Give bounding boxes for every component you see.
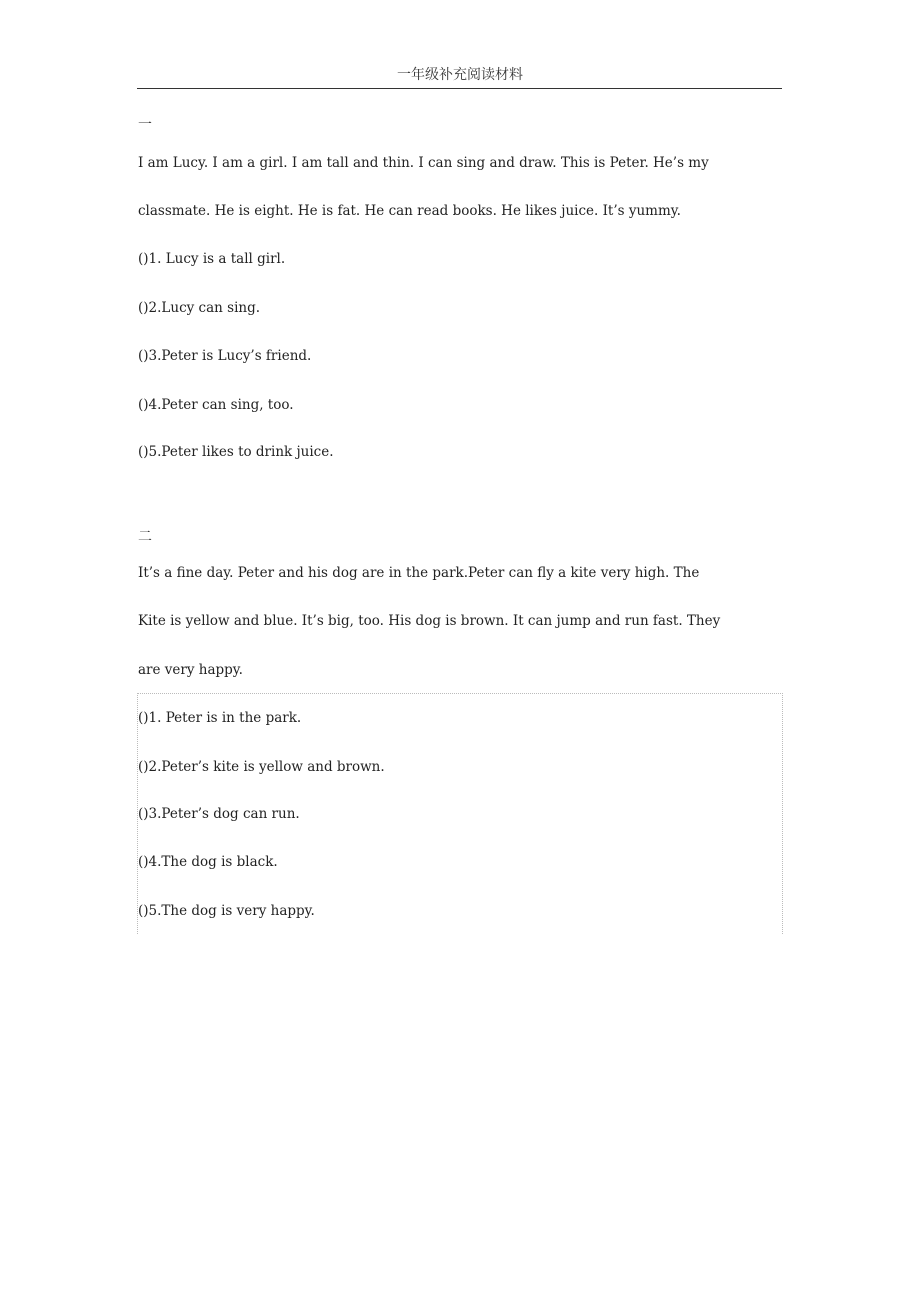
section-1-number: 一 — [138, 117, 152, 133]
section-1-passage-line-1: I am Lucy. I am a girl. I am tall and thin. I can sing and draw. This is Peter. He’s my — [138, 155, 709, 171]
section-1-question-1: ()1. Lucy is a tall girl. — [138, 251, 286, 267]
section-2-question-4: ()4.The dog is black. — [138, 854, 278, 870]
section-1-passage-line-2: classmate. He is eight. He is fat. He can read books. He likes juice. It’s yummy. — [138, 203, 681, 219]
page-header-title: 一年级补充阅读材料 — [397, 67, 523, 83]
section-2-number: 二 — [138, 529, 152, 545]
section-2-passage-line-1: It’s a fine day. Peter and his dog are in the park.Peter can fly a kite very high. The — [138, 565, 700, 581]
section-1-question-4: ()4.Peter can sing, too. — [138, 397, 294, 413]
section-2-passage-line-2: Kite is yellow and blue. It’s big, too. His dog is brown. It can jump and run fast. They — [138, 613, 721, 629]
section-1-question-3: ()3.Peter is Lucy’s friend. — [138, 348, 312, 364]
section-1-question-2: ()2.Lucy can sing. — [138, 300, 261, 316]
section-2-question-5: ()5.The dog is very happy. — [138, 903, 315, 919]
section-2-passage-line-3: are very happy. — [138, 662, 243, 678]
header-divider — [137, 88, 782, 89]
section-2-question-2: ()2.Peter’s kite is yellow and brown. — [138, 759, 385, 775]
section-2-question-3: ()3.Peter’s dog can run. — [138, 806, 300, 822]
section-2-question-1: ()1. Peter is in the park. — [138, 710, 302, 726]
section-1-question-5: ()5.Peter likes to drink juice. — [138, 444, 334, 460]
